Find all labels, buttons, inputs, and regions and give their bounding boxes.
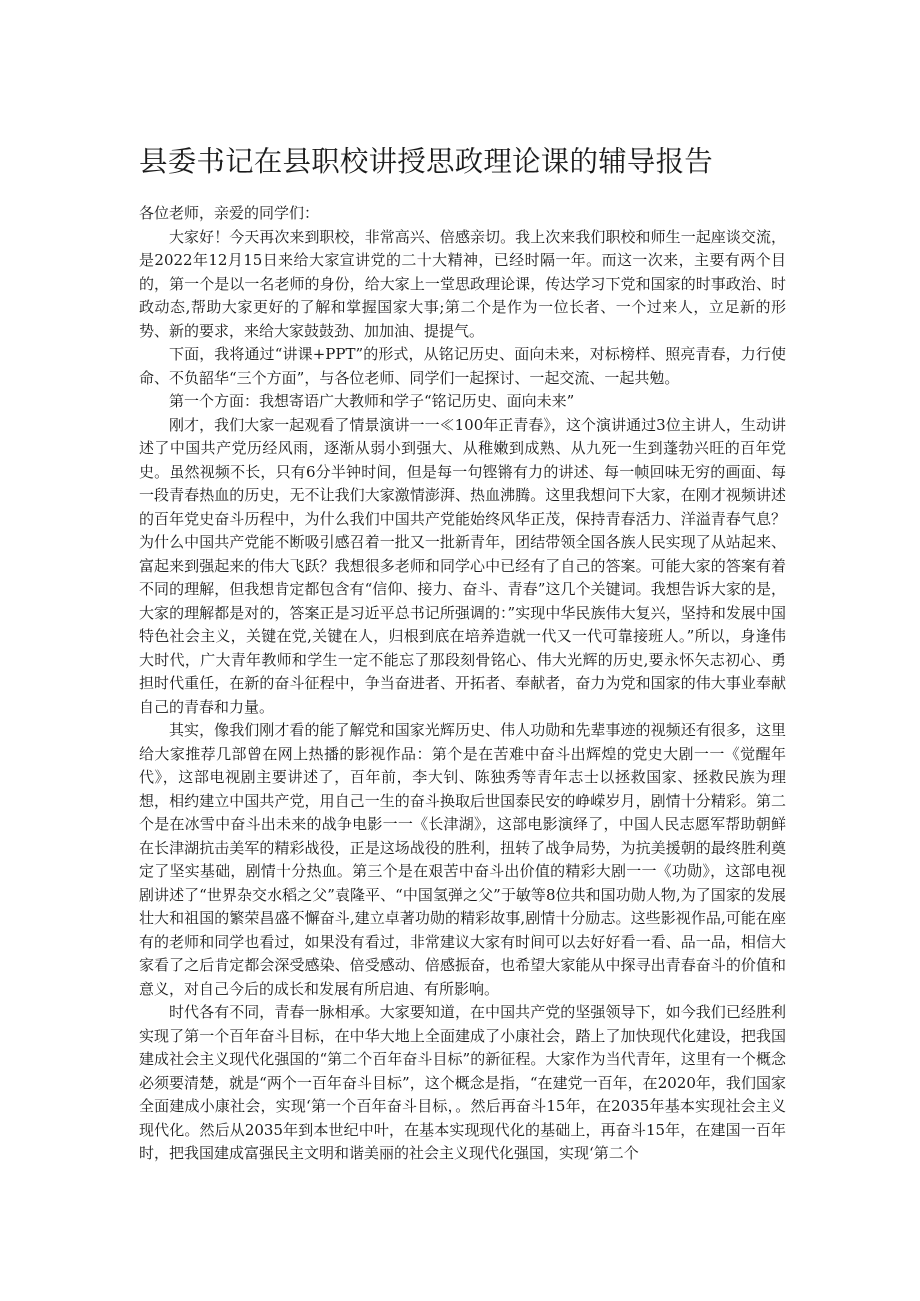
salutation-paragraph: 各位老师，亲爱的同学们： (139, 204, 320, 222)
document-body (139, 202, 786, 1166)
body-paragraph: 其实，像我们刚才看的能了解党和国家光辉历史、伟人功勋和先辈事迹的视频还有很多，这里给大家推荐几部曾在网上热播的影视作品：第个是在苦难中奋斗出辉煌的党史大剧一一《觉醒年代》，这部电视剧主要讲述了，百年前，李大钊、陈独秀等青年志士以拯救国家、拯救民族为理想，相约建立中国共产党，用自己一生的奋斗换取后世国泰民安的峥嵘岁月，剧情十分精彩。第二个是在冰雪中奋斗出未来的战争电影一一《长津湖》，这部电影演绎了，中国人民志愿军帮助朝鲜在长津湖抗击美军的精彩战役，正是这场战役的胜利，扭转了战争局势，为抗美援朝的最终胜利奠定了坚实基础，剧情十分热血。第三个是在艰苦中奋斗出价值的精彩大剧一一《功勋》，这部电视剧讲述了“世界杂交水稻之父”袁隆平、“中国氢弹之父”于敏等8位共和国功勋人物,为了国家的发展壮大和祖国的繁荣昌盛不懈奋斗,建立卓著功勋的精彩故事,剧情十分励志。这些影视作品,可能在座有的老师和同学也看过，如果没有看过，非常建议大家有时间可以去好好看一看、品一品，相信大家看了之后肯定都会深受感染、倍受感动、倍感振奋，也希望大家能从中探寻出青春奋斗的价值和意义，对自己今后的成长和发展有所启迪、有所影响。 (139, 721, 786, 998)
body-paragraph: 下面，我将通过“讲课+PPT”的形式，从铭记历史、面向未来，对标榜样、照亮青春，力行使命、不负韶华“三个方面”，与各位老师、同学们一起探讨、一起交流、一起共勉。 (139, 345, 786, 387)
body-paragraph: 刚才，我们大家一起观看了情景演讲一一≪100年正青春》，这个演讲通过3位主讲人，生动讲述了中国共产党历经风雨，逐渐从弱小到强大、从稚嫩到成熟、从九死一生到蓬勃兴旺的百年党史。虽然视频不长，只有6分半钟时间，但是每一句铿锵有力的讲述、每一帧回味无穷的画面、每一段青春热血的历史，无不让我们大家激情澎湃、热血沸腾。这里我想问下大家，在刚才视频讲述的百年党史奋斗历程中，为什么我们中国共产党能始终风华正茂，保持青春活力、洋溢青春气息？为什么中国共产党能不断吸引感召着一批又一批新青年，团结带领全国各族人民实现了从站起来、富起来到强起来的伟大飞跃？我想很多老师和同学心中已经有了自己的答案。可能大家的答案有着不同的理解，但我想肯定都包含有“信仰、接力、奋斗、青春”这几个关键词。我想告诉大家的是，大家的理解都是对的，答案正是习近平总书记所强调的：”实现中华民族伟大复兴，坚持和发展中国特色社会主义，关键在党,关键在人，归根到底在培养造就一代又一代可靠接班人。”所以，身逢伟大时代，广大青年教师和学生一定不能忘了那段刻骨铭心、伟大光辉的历史,要永怀矢志初心、勇担时代重任，在新的奋斗征程中，争当奋进者、开拓者、奉献者，奋力为党和国家的伟大事业奉献自己的青春和力量。 (139, 415, 786, 716)
body-paragraph: 大家好！今天再次来到职校，非常高兴、倍感亲切。我上次来我们职校和师生一起座谈交流，是2022年12月15日来给大家宣讲党的二十大精神，已经时隔一年。而这一次来，主要有两个目的，第一个是以一名老师的身份，给大家上一堂思政理论课，传达学习下党和国家的时事政治、时政动态,帮助大家更好的了解和掌握国家大事;第二个是作为一位长者、一个过来人，立足新的形势、新的要求，来给大家鼓鼓劲、加加油、提提气。 (139, 227, 786, 340)
section-heading: 第一个方面：我想寄语广大教师和学子“铭记历史、面向未来” (169, 392, 575, 410)
body-paragraph: 时代各有不同，青春一脉相承。大家要知道，在中国共产党的坚强领导下，如今我们已经胜利实现了第一个百年奋斗目标，在中华大地上全面建成了小康社会，踏上了加快现代化建设，把我国建成社会主义现代化强国的“第二个百年奋斗目标”的新征程。大家作为当代青年，这里有一个概念必须要清楚，就是“两个一百年奋斗目标”，这个概念是指，“在建党一百年，在2020年，我们国家全面建成小康社会，实现‘第一个百年奋斗目标，。然后再奋斗15年，在2035年基本实现社会主义现代化。然后从2035年到本世纪中叶，在基本实现现代化的基础上，再奋斗15年，在建国一百年时，把我国建成富强民主文明和谐美丽的社会主义现代化强国，实现‘第二个 (139, 1003, 786, 1162)
document-title: 县委书记在县职校讲授思政理论课的辅导报告 (139, 145, 714, 178)
